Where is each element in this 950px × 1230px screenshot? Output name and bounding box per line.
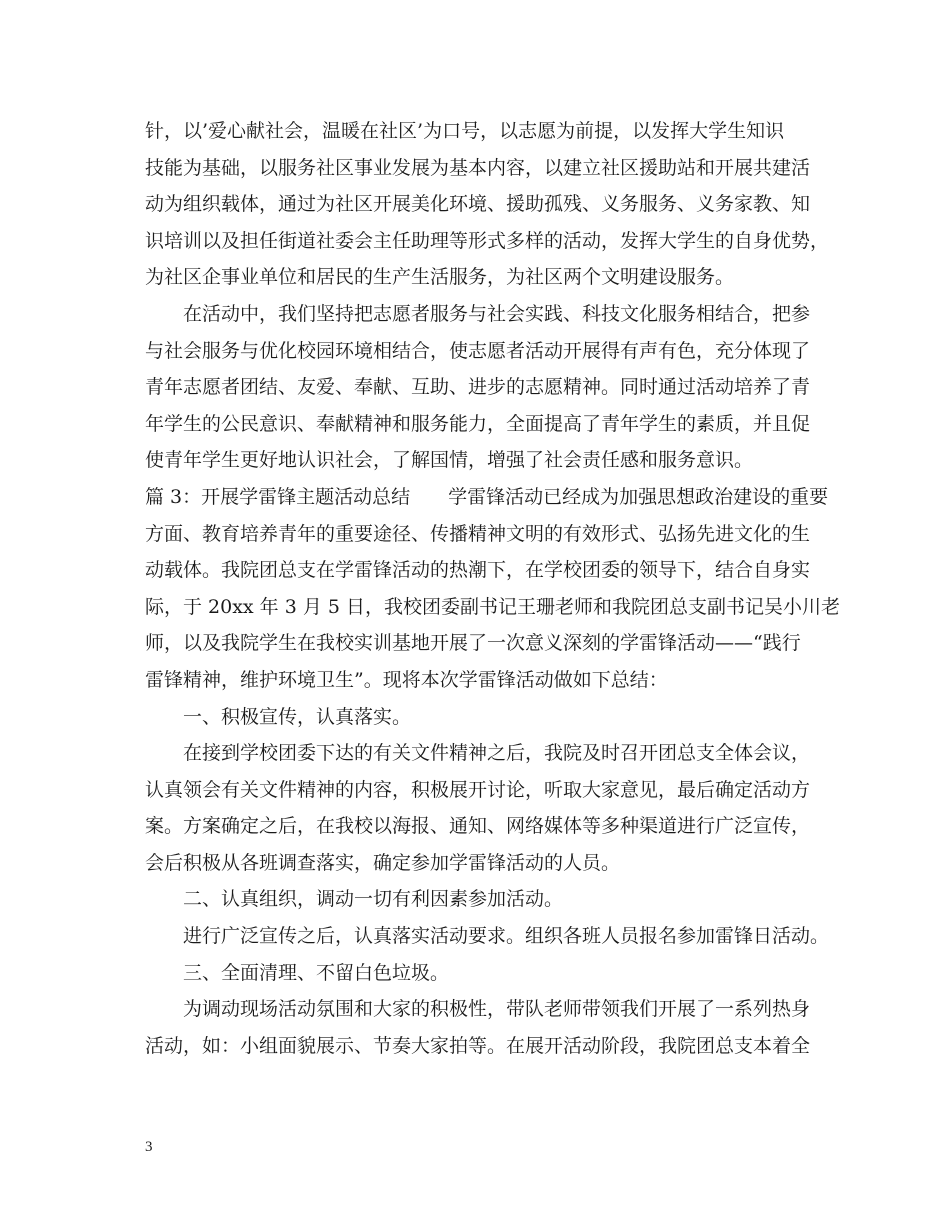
text-line: 识培训以及担任街道社委会主任助理等形式多样的活动，发挥大学生的自身优势， xyxy=(145,229,830,252)
text-line: 二、认真组织，调动一切有利因素参加活动。 xyxy=(183,888,564,911)
text-line: 针，以’爱心献社会，温暖在社区’为口号，以志愿为前提，以发挥大学生知识 xyxy=(145,120,785,142)
document-body xyxy=(145,113,841,1064)
text-line: 活动，如：小组面貌展示、节奏大家拍等。在展开活动阶段，我院团总支本着全 xyxy=(145,1034,811,1057)
text-line: 进行广泛宣传之后，认真落实活动要求。组织各班人员报名参加雷锋日活动。 xyxy=(183,925,830,948)
text-line: 为社区企事业单位和居民的生产生活服务，为社区两个文明建设服务。 xyxy=(145,266,735,289)
text-line: 在接到学校团委下达的有关文件精神之后，我院及时召开团总支全体会议， xyxy=(183,742,811,765)
text-line: 会后积极从各班调查落实，确定参加学雷锋活动的人员。 xyxy=(145,851,621,874)
text-line: 师，以及我院学生在我校实训基地开展了一次意义深刻的学雷锋活动——“践行 xyxy=(145,632,801,655)
text-line: 青年志愿者团结、友爱、奉献、互助、进步的志愿精神。同时通过活动培养了青 xyxy=(145,376,811,399)
text-line: 篇 3：开展学雷锋主题活动总结 学雷锋活动已经成为加强思想政治建设的重要 xyxy=(145,485,829,508)
text-line: 使青年学生更好地认识社会，了解国情，增强了社会责任感和服务意识。 xyxy=(145,449,754,472)
text-line: 三、全面清理、不留白色垃圾。 xyxy=(183,961,450,984)
text-line: 与社会服务与优化校园环境相结合，使志愿者活动开展得有声有色，充分体现了 xyxy=(145,339,811,362)
page-number: 3 xyxy=(145,1139,153,1155)
text-line: 雷锋精神，维护环境卫生”。现将本次学雷锋活动做如下总结： xyxy=(145,668,668,691)
text-line: 年学生的公民意识、奉献精神和服务能力，全面提高了青年学生的素质，并且促 xyxy=(145,412,811,435)
text-line: 动为组织载体，通过为社区开展美化环境、援助孤残、义务服务、义务家教、知 xyxy=(145,193,811,216)
text-line: 动载体。我院团总支在学雷锋活动的热潮下，在学校团委的领导下，结合自身实 xyxy=(145,559,811,582)
text-line: 为调动现场活动氛围和大家的积极性，带队老师带领我们开展了一系列热身 xyxy=(183,998,811,1021)
text-line: 认真领会有关文件精神的内容，积极展开讨论，听取大家意见，最后确定活动方 xyxy=(145,778,811,801)
text-line: 案。方案确定之后，在我校以海报、通知、网络媒体等多种渠道进行广泛宣传， xyxy=(145,815,811,838)
text-line: 际，于 20xx 年 3 月 5 日，我校团委副书记王珊老师和我院团总支副书记吴小川老 xyxy=(145,595,841,618)
text-line: 方面、教育培养青年的重要途径、传播精神文明的有效形式、弘扬先进文化的生 xyxy=(145,522,811,545)
text-line: 技能为基础，以服务社区事业发展为基本内容，以建立社区援助站和开展共建活 xyxy=(145,156,811,179)
text-line: 一、积极宣传，认真落实。 xyxy=(183,705,412,728)
text-line: 在活动中，我们坚持把志愿者服务与社会实践、科技文化服务相结合，把参 xyxy=(183,302,811,325)
